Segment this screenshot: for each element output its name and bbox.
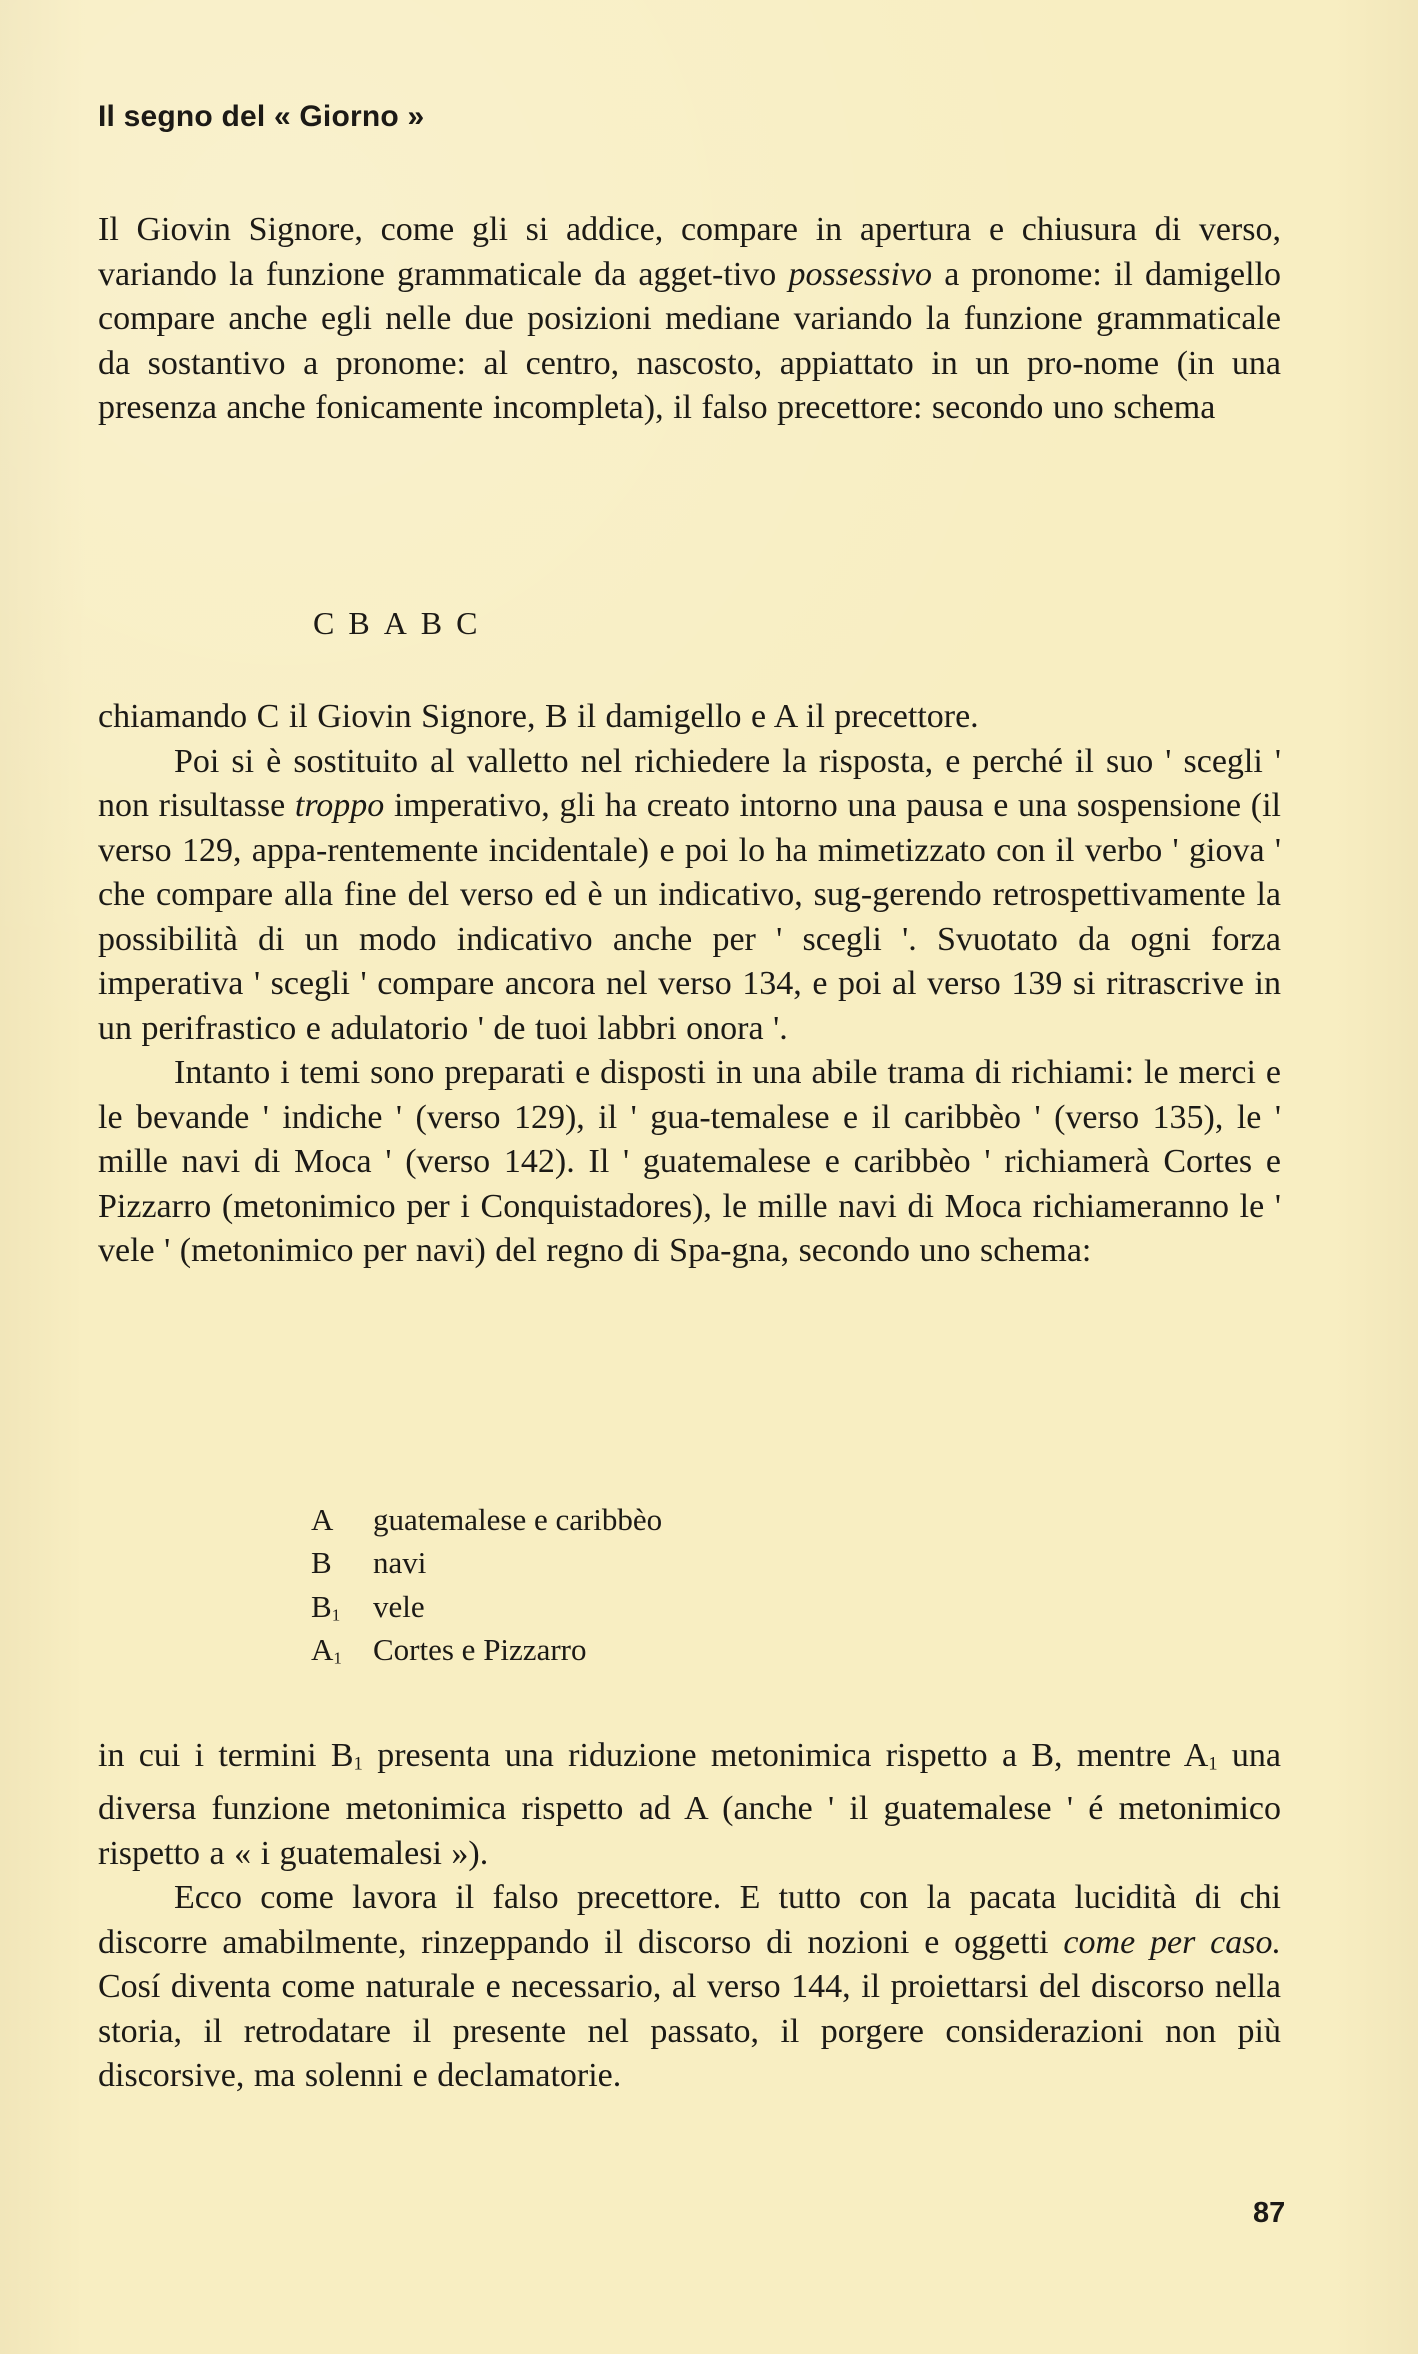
schema-key-letter: B — [311, 1588, 332, 1624]
paragraph-5-subscript-1: 1 — [353, 1753, 363, 1775]
schema-value: Cortes e Pizzarro — [373, 1632, 587, 1668]
paragraph-2: chiamando C il Giovin Signore, B il damigello e A il precettore. — [98, 698, 979, 735]
schema-key-subscript: 1 — [331, 1605, 341, 1625]
paragraph-1 — [98, 208, 1281, 431]
paragraph-3-italic-1: troppo — [294, 787, 385, 824]
schema-key — [311, 1632, 357, 1675]
paragraph-5-text-2: presenta una riduzione metonimica rispetto a B, mentre A — [362, 1737, 1209, 1774]
schema-row — [311, 1502, 662, 1545]
paragraph-1-text-1: Il Giovin Signore, come gli si addice, compare in apertura e chiusura di verso, variando la funzione grammaticale da agget‐tivo — [98, 211, 1281, 293]
schema-value: navi — [373, 1545, 427, 1581]
schema-value: guatemalese e caribbèo — [373, 1502, 663, 1537]
schema-key-letter: A — [311, 1502, 334, 1537]
schema-inline: CBABC — [313, 605, 492, 641]
paragraph-5-text-1: in cui i termini B — [98, 1737, 354, 1774]
schema-key — [311, 1502, 357, 1545]
main-text-middle — [98, 695, 1281, 1274]
paragraph-5-subscript-2: 1 — [1208, 1753, 1218, 1775]
schema-value: vele — [373, 1588, 425, 1624]
paragraph-1-italic-1: possessivo — [788, 255, 933, 293]
paragraph-6-text-1: Ecco come lavora il falso precettore. E tutto con la pacata lucidità di chi discorre amabilmente, rinzeppando il discorso di nozioni e oggetti — [98, 1879, 1281, 1961]
page-number: 87 — [1253, 2197, 1286, 2229]
paragraph-5-text-3: una diversa funzione metonimica rispetto ad A (anche ' il guatemalese ' é metonimico rispetto a « i guatemalesi »). — [98, 1737, 1282, 1872]
paragraph-3 — [98, 740, 1281, 1052]
schema-row — [311, 1632, 662, 1675]
schema-key-letter: A — [311, 1632, 334, 1668]
paragraph-6-text-2: Cosí diventa come naturale e necessario, al verso 144, il proiettarsi del discorso nella storia, il retrodatare il presente nel passato, il porgere considerazioni non più discorsive, ma solenni e declamatorie. — [98, 1968, 1281, 2095]
paragraph-1-text-2: a pronome: il damigello compare anche egli nelle due posizioni mediane variando la funzione grammaticale da sostantivo a pronome: al centro, nascosto, appiattato in un pro‐nome (in una presenza anche fonicamente incompleta), il falso precettore: secondo uno schema — [98, 255, 1281, 426]
schema-key-subscript: 1 — [333, 1648, 342, 1668]
schema-row — [311, 1589, 662, 1632]
running-head: Il segno del « Giorno » — [98, 100, 425, 133]
main-text-end — [98, 1734, 1281, 2099]
schema-list — [311, 1502, 662, 1676]
schema-key-letter: B — [311, 1545, 332, 1581]
schema-key — [311, 1545, 357, 1588]
schema-key — [311, 1589, 357, 1632]
paragraph-4: Intanto i temi sono preparati e disposti in una abile trama di richiami: le merci e le bevande ' indiche ' (verso 129), il ' gua‐temalese e il caribbèo ' (verso 135), le ' mille navi di Moca ' (verso 142). Il ' guatemalese e caribbèo ' richiamerà Cortes e Pizzarro (metonimico per i Conquistadores), le mille navi di Moca richiameranno le ' vele ' (metonimico per navi) del regno di Spa‐gna, secondo uno schema: — [98, 1054, 1281, 1269]
paragraph-3-text-2: imperativo, gli ha creato intorno una pausa e una sospensione (il verso 129, appa‐rentemente incidentale) e poi lo ha mimetizzato con il verbo ' giova ' che compare alla fine del verso ed è un indicativo, sug‐gerendo retrospettivamente la possibilità di un modo indicativo anche per ' scegli '. Svuotato da ogni forza imperativa ' scegli ' compare ancora nel verso 134, e poi al verso 139 si ritrascrive in un perifrastico e adulatorio ' de tuoi labbri onora '. — [98, 787, 1281, 1047]
paragraph-5 — [98, 1734, 1281, 1876]
paragraph-6-italic-1: come per caso. — [1063, 1923, 1281, 1961]
paragraph-3-text-1: Poi si è sostituito al valletto nel richiedere la risposta, e perché il suo ' scegli ' non risultasse — [98, 742, 1281, 824]
schema-row — [311, 1545, 662, 1588]
paragraph-6 — [98, 1876, 1281, 2099]
